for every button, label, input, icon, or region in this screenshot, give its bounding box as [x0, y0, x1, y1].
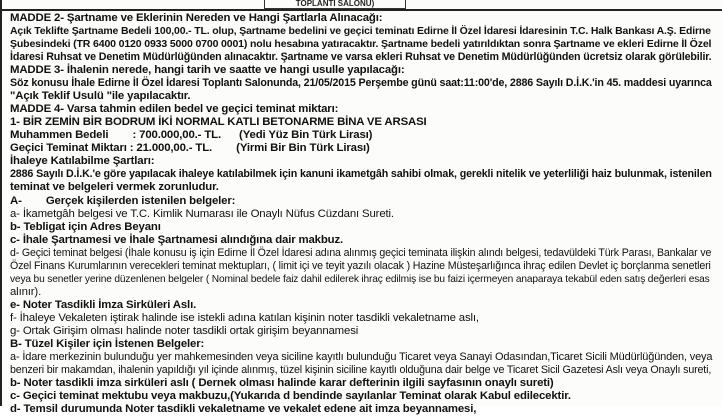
section-divider	[2, 9, 722, 11]
list-item: c- Geçici teminat mektubu veya makbuzu,(Yukarıda d bendinde sayılanlar Teminat olarak Kabul edilecektir.	[10, 390, 571, 402]
item-title: 1- BİR ZEMİN BİR BODRUM İKİ NORMAL KATLI BETONARME BİNA VE ARSASI	[10, 116, 427, 128]
subheading-legal-entities: B- Tüzel Kişiler için İstenen Belgeler:	[10, 338, 205, 350]
list-item: c- İhale Şartnamesi ve İhale Şartnamesi alındığına dair makbuz.	[10, 234, 344, 246]
deposit-amount: Geçici Teminat Miktarı : 21.000,00.- TL. (Yirmi Bir Bin Türk Lirası)	[10, 142, 370, 154]
list-item: a- İkametgâh belgesi ve T.C. Kimlik Numarası ile Onaylı Nüfus Cüzdanı Sureti.	[10, 208, 394, 220]
list-item: b- Noter tasdikli imza sirküleri aslı ( Dernek olması halinde karar defterinin ilgili sayfasının onaylı sureti)	[10, 377, 554, 389]
list-item: g- Ortak Girişim olması halinde noter tasdikli ortak girişim beyannamesi	[10, 325, 359, 337]
list-item: d- Geçici teminat belgesi (İhale konusu iş için Edirne İl Özel İdaresi adına alınmış geçici teminata ilişkin alındı belgesi, tedavüldeki Türk Parası, Bankalar ve	[10, 247, 712, 259]
paragraph-line: Açık Teklifte Şartname Bedeli 100,00.- TL. olup, Şartname bedelini ve geçici teminatı Edirne İl Özel İdaresi İdaresinin T.C. Halk Bankası A.Ş. Edirne	[10, 26, 711, 37]
list-item-continuation: veya bu senetler yerine düzenlenen belgeler ( Nominal bedele faiz dahil edilerek ihraç edilmiş ise bu faizi içermeyen anaparaya tekabül eden satış değerleri esas	[10, 274, 710, 285]
list-item-continuation: alınır).	[10, 286, 42, 298]
heading-madde-3: MADDE 3- İhalenin nerede, hangi tarih ve saatte ve hangi usulle yapılacağı:	[10, 64, 405, 76]
heading-madde-2: MADDE 2- Şartname ve Eklerinin Nereden ve Hangi Şartlarla Alınacağı:	[10, 12, 383, 24]
paragraph-line: teminat ve belgeleri vermek zorunludur.	[10, 181, 219, 193]
heading-madde-4: MADDE 4- Varsa tahmin edilen bedel ve geçici teminat miktarı:	[10, 103, 339, 115]
estimated-price: Muhammen Bedeli : 700.000,00.- TL. (Yedi Yüz Bin Türk Lirası)	[10, 129, 373, 141]
paragraph-line: 2886 Sayılı D.İ.K.'e göre yapılacak ihaleye katılabilmek için kanuni ikametgâh sahibi olmak, gerekli nitelik ve yeterliliği haiz bulunmak, istenilen	[10, 168, 712, 180]
list-item: f- İhaleye Vekaleten iştirak halinde ise istekli adına katılan kişinin noter tasdikli vekaletname aslı,	[10, 312, 479, 324]
paragraph-line: Şubesindeki (TR 6400 0120 0933 5000 0700 0001) nolu hesabına yatıracaktır. Şartname bedeli yatırıldıktan sonra Şartname ve ekleri Edirne İl Özel	[10, 38, 712, 50]
paragraph-line: İdaresi Ruhsat ve Denetim Müdürlüğünden alınacaktır. Şartname ve varsa ekleri Ruhsat ve Denetim Müdürlüğünden ücretsiz olarak görülebilir.	[10, 51, 712, 63]
list-item-continuation: benzeri bir makamdan, ihalenin yapıldığı yıl içinde alınmış, tüzel kişinin siciline kayıtlı olduğuna dair belge ve Ticaret Sicil Gazetesi Aslı veya Onaylı sureti,	[10, 364, 712, 376]
paragraph-line: "Açık Teklif Usulü "ile yapılacaktır.	[10, 90, 191, 102]
list-item: b- Tebligat için Adres Beyanı	[10, 221, 161, 233]
list-item: a- İdare merkezinin bulunduğu yer mahkemesinden veya siciline kayıtlı bulunduğu Ticaret veya Sanayi Odasından,Ticaret Sicili Müdürlüğünden, veya	[10, 351, 713, 363]
list-item: e- Noter Tasdikli İmza Sirküleri Aslı.	[10, 299, 197, 311]
paragraph-line: Söz konusu İhale Edirne İl Özel İdaresi Toplantı Salonunda, 21/05/2015 Perşembe günü saat:11:00'de, 2886 Sayılı D.İ.K.'in 45. maddesi uyarınca	[10, 77, 712, 89]
list-item: d- Temsil durumunda Noter tasdikli vekaletname ve vekalet edene ait imza beyannamesi,	[10, 403, 477, 415]
subheading-eligibility: İhaleye Katılabilme Şartları:	[10, 155, 155, 167]
header-fragment: TOPLANTI SALONU)	[264, 0, 406, 9]
list-item-continuation: Özel Finans Kurumlarının verecekleri teminat mektupları, ( limit içi ve teyit yazılı olacak ) Hazine Müsteşarlığınca ihraç edilen Devlet iç borçlanma senetleri	[10, 260, 711, 272]
subheading-individuals: A- Gerçek kişilerden istenilen belgeler:	[10, 195, 236, 207]
